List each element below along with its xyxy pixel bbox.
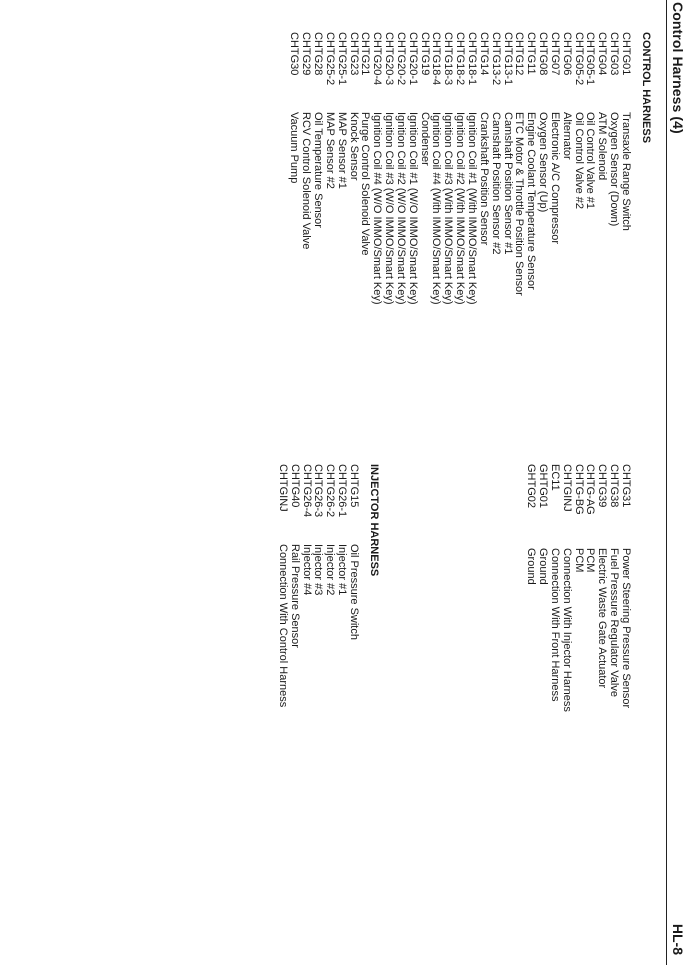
- connector-code: CHTG-BG: [572, 464, 585, 515]
- connector-code: CHTG20-4: [371, 32, 384, 86]
- connector-description: Oil Temperature Sensor: [312, 112, 325, 228]
- connector-code: CHTG26-3: [312, 464, 325, 518]
- connector-description: Ignition Coil #4 (With IMMO/Smart Key): [430, 112, 443, 305]
- connector-description: Electric Waste Gate Actuator: [596, 548, 609, 689]
- connector-code: CHTG25-1: [335, 32, 348, 86]
- connector-description: ETC Motor & Throttle Position Sensor: [513, 112, 526, 296]
- connector-description: Electronic A/C Compressor: [548, 112, 561, 245]
- connector-code: CHTG14: [477, 32, 490, 76]
- connector-code: CHTG28: [312, 32, 325, 76]
- connector-code: EC11: [548, 464, 561, 491]
- connector-description: Oil Pressure Switch: [348, 544, 360, 640]
- connector-description: Ignition Coil #2 (W/O IMMO/Smart Key): [394, 112, 407, 305]
- connector-description: Alternator: [560, 112, 573, 160]
- connector-description: Injector #1: [336, 544, 349, 596]
- connector-code: CHTG25-2: [323, 32, 336, 86]
- connector-code: CHTG40: [288, 464, 301, 508]
- connector-code: CHTG31: [620, 464, 632, 508]
- connector-code: CHTG26-1: [336, 464, 349, 518]
- connector-description: Ignition Coil #1 (W/O IMMO/Smart Key): [406, 112, 419, 305]
- connector-description: Connection With Control Harness: [276, 544, 289, 708]
- connector-description: Ignition Coil #3 (With IMMO/Smart Key): [442, 112, 455, 305]
- connector-description: Ignition Coil #2 (With IMMO/Smart Key): [454, 112, 467, 305]
- connector-description: Ignition Coil #1 (With IMMO/Smart Key): [466, 112, 479, 305]
- page-number: HL-8: [670, 923, 686, 955]
- connector-code: CHTG20-3: [383, 32, 396, 86]
- connector-code: CHTG01: [620, 32, 632, 76]
- connector-code: CHTG13-2: [489, 32, 502, 86]
- connector-description: Oxygen Sensor (Down): [608, 112, 621, 227]
- connector-description: Ignition Coil #3 (W/O IMMO/Smart Key): [383, 112, 396, 305]
- connector-description: RCV Control Solenoid Valve: [300, 112, 313, 250]
- connector-description: Rail Pressure Sensor: [288, 544, 301, 648]
- connector-description: MAP Sensor #2: [323, 112, 336, 189]
- connector-code: CHTG-AG: [584, 464, 597, 515]
- connector-code: GHTG01: [537, 464, 550, 509]
- connector-description: Connection With Injector Harness: [560, 548, 573, 712]
- connector-description: Crankshaft Position Sensor: [477, 112, 490, 246]
- connector-code: CHTG07: [548, 32, 561, 76]
- connector-description: Purge Control Solenoid Valve: [359, 112, 372, 256]
- connector-code: CHTG05-2: [572, 32, 585, 86]
- control-harness-heading: CONTROL HARNESS: [640, 32, 652, 144]
- connector-description: Connection With Front Harness: [548, 548, 561, 702]
- connector-description: Injector #2: [324, 544, 337, 596]
- header-divider: [666, 0, 667, 965]
- connector-description: Vacuum Pump: [288, 112, 301, 184]
- connector-description: PCM: [584, 548, 597, 573]
- connector-description: Oil Control Valve #1: [584, 112, 597, 210]
- connector-code: CHTG15: [348, 464, 360, 508]
- connector-code: CHTG13-1: [501, 32, 514, 86]
- connector-description: Fuel Pressure Regulator Valve: [608, 548, 621, 697]
- connector-description: Ground: [537, 548, 550, 585]
- connector-code: CHTG38: [608, 464, 621, 508]
- connector-description: Injector #4: [300, 544, 313, 596]
- connector-description: Ignition Coil #4 (W/O IMMO/Smart Key): [371, 112, 384, 305]
- connector-code: CHTG26-4: [300, 464, 313, 518]
- connector-code: CHTG18-1: [466, 32, 479, 86]
- connector-description: Engine Coolant Temperature Sensor: [525, 112, 538, 290]
- connector-code: CHTG18-4: [430, 32, 443, 86]
- connector-code: CHTG12: [513, 32, 526, 76]
- connector-description: Oil Control Valve #2: [572, 112, 585, 210]
- connector-code: CHTG20-2: [394, 32, 407, 86]
- connector-code: CHTG18-3: [442, 32, 455, 86]
- connector-description: Transaxle Range Switch: [620, 112, 632, 231]
- connector-code: CHTG18-2: [454, 32, 467, 86]
- page-title: Control Harness (4): [670, 2, 686, 134]
- connector-description: Knock Sensor: [347, 112, 360, 181]
- connector-code: CHTG04: [596, 32, 609, 76]
- injector-harness-heading: INJECTOR HARNESS: [368, 464, 380, 577]
- connector-description: MAP Sensor #1: [335, 112, 348, 189]
- connector-description: Injector #3: [312, 544, 325, 596]
- connector-code: CHTGINJ: [276, 464, 289, 512]
- connector-description: Condenser: [418, 112, 431, 166]
- connector-description: Power Steering Pressure Sensor: [620, 548, 632, 709]
- connector-description: Camshaft Position Sensor #1: [501, 112, 514, 255]
- connector-code: CHTGINJ: [560, 464, 573, 512]
- connector-code: CHTG20-1: [406, 32, 419, 86]
- connector-description: Camshaft Position Sensor #2: [489, 112, 502, 255]
- connector-code: CHTG08: [537, 32, 550, 76]
- connector-description: PCM: [572, 548, 585, 573]
- connector-description: Oxygen Sensor (Up): [537, 112, 550, 213]
- connector-code: CHTG03: [608, 32, 621, 76]
- connector-code: CHTG30: [288, 32, 301, 76]
- connector-code: CHTG05-1: [584, 32, 597, 86]
- connector-code: CHTG29: [300, 32, 313, 76]
- connector-description: ATM Solenoid: [596, 112, 609, 181]
- connector-code: CHTG26-2: [324, 464, 337, 518]
- connector-code: CHTG21: [359, 32, 372, 76]
- connector-code: GHTG02: [525, 464, 538, 509]
- connector-code: CHTG19: [418, 32, 431, 76]
- connector-code: CHTG39: [596, 464, 609, 508]
- connector-code: CHTG06: [560, 32, 573, 76]
- connector-description: Ground: [525, 548, 538, 585]
- connector-code: CHTG23: [347, 32, 360, 76]
- connector-code: CHTG11: [525, 32, 538, 75]
